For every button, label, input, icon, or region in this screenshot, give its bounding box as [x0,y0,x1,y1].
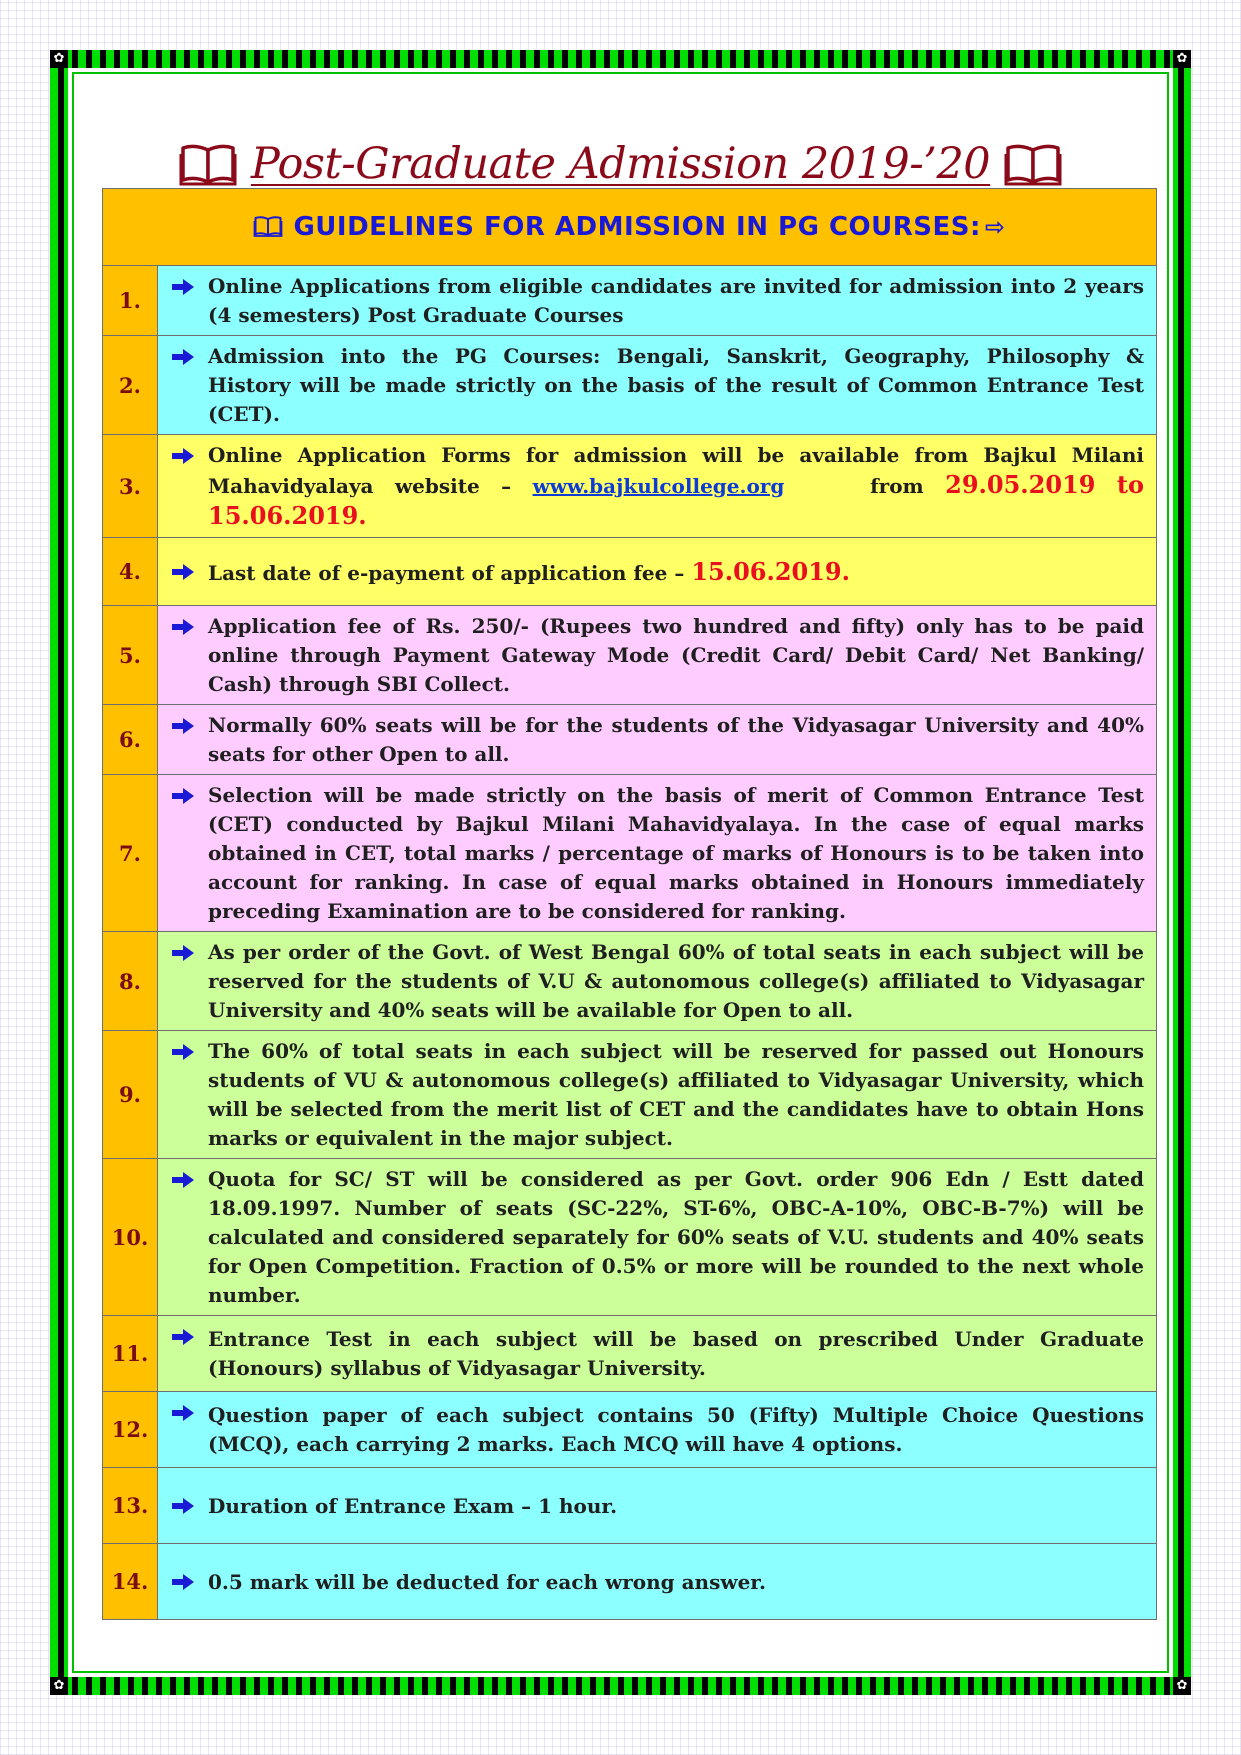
guideline-text-part: Online Application Forms for admission will be available from Bajkul Milani Mahavidyalaya website – [208,443,1144,498]
book-icon [1004,142,1062,186]
table-row [103,606,1157,705]
table-row [103,1159,1157,1316]
table-row [103,336,1157,435]
table-row [103,1468,1157,1544]
flower-ornament-icon: ✿ [50,50,68,68]
guideline-text: Online Applications from eligible candidates are invited for admission into 2 years (4 semesters) Post Graduate Courses [208,274,1144,327]
guidelines-header [103,189,1157,266]
flower-ornament-icon: ✿ [1173,50,1191,68]
table-row [103,266,1157,336]
right-arrow-icon [171,1404,195,1422]
row-text-cell [158,1031,1157,1159]
row-number: 10. [103,1159,158,1316]
guideline-text: Question paper of each subject contains 50 (Fifty) Multiple Choice Questions (MCQ), each carrying 2 marks. Each MCQ will have 4 options. [208,1403,1144,1456]
row-text-cell [158,336,1157,435]
guidelines-table [102,188,1157,1620]
flower-ornament-icon: ✿ [50,1677,68,1695]
guideline-text: 0.5 mark will be deducted for each wrong answer. [208,1569,766,1594]
flower-ornament-icon: ✿ [1173,1677,1191,1695]
row-text-cell [158,538,1157,606]
row-number: 6. [103,705,158,775]
right-arrow-icon [171,348,195,366]
row-text-cell [158,1544,1157,1620]
right-arrow-icon [171,1043,195,1061]
book-icon [179,142,237,186]
guideline-text: Entrance Test in each subject will be based on prescribed Under Graduate (Honours) syllabus of Vidyasagar University. [208,1327,1144,1380]
table-row [103,1316,1157,1392]
guideline-text: Quota for SC/ ST will be considered as per Govt. order 906 Edn / Estt dated 18.09.1997. Number of seats (SC-22%, ST-6%, OBC-A-10%, OBC-B-7%) will be calculated and considered separately for 60% seats of V.U. students and 40% seats for Open Competition. Fraction of 0.5% or more will be rounded to the next whole number. [208,1167,1144,1307]
row-number: 14. [103,1544,158,1620]
row-text-cell [158,1468,1157,1544]
right-arrow-icon [171,278,195,296]
guideline-text: Admission into the PG Courses: Bengali, Sanskrit, Geography, Philosophy & History will be made strictly on the basis of the result of Common Entrance Test (CET). [208,344,1144,426]
guideline-text-part: to [1116,470,1144,499]
row-text-cell [158,1159,1157,1316]
end-date: 15.06.2019. [208,501,367,530]
row-text-cell [158,266,1157,336]
row-text-cell [158,705,1157,775]
row-number: 1. [103,266,158,336]
right-arrow-icon [171,1171,195,1189]
row-number: 8. [103,932,158,1031]
guideline-text: Application fee of Rs. 250/- (Rupees two hundred and fifty) only has to be paid online through Payment Gateway Mode (Credit Card/ Debit Card/ Net Banking/ Cash) through SBI Collect. [208,614,1144,696]
page-title: Post-Graduate Admission 2019-’20 [250,139,991,189]
guideline-text-part: from [870,474,924,498]
guideline-text: Normally 60% seats will be for the students of the Vidyasagar University and 40% seats for other Open to all. [208,713,1144,766]
row-text-cell [158,932,1157,1031]
row-number: 7. [103,775,158,932]
book-icon [253,215,283,237]
right-arrow-icon [171,1573,195,1591]
row-number: 5. [103,606,158,705]
row-number: 4. [103,538,158,606]
guideline-text [208,441,1144,532]
table-row [103,435,1157,538]
guideline-text: Selection will be made strictly on the basis of merit of Common Entrance Test (CET) conducted by Bajkul Milani Mahavidyalaya. In the case of equal marks obtained in CET, total marks / percentage of marks of Honours is to be taken into account for ranking. In case of equal marks obtained in Honours immediately preceding Examination are to be considered for ranking. [208,783,1144,923]
row-text-cell [158,435,1157,538]
row-text-cell [158,606,1157,705]
college-website-link[interactable]: www.bajkulcollege.org [532,474,785,498]
guideline-text: As per order of the Govt. of West Bengal 60% of total seats in each subject will be reserved for the students of V.U & autonomous college(s) affiliated to Vidyasagar University and 40% seats will be available for Open to all. [208,940,1144,1022]
right-arrow-icon [171,618,195,636]
table-header-row [103,189,1157,266]
right-arrow-icon [171,717,195,735]
row-number: 3. [103,435,158,538]
guidelines-header-label: GUIDELINES FOR ADMISSION IN PG COURSES: [293,212,981,242]
right-arrow-icon [171,563,195,581]
guideline-text: Duration of Entrance Exam – 1 hour. [208,1493,618,1518]
table-row [103,1031,1157,1159]
right-arrow-icon [171,1328,195,1346]
row-number: 13. [103,1468,158,1544]
guideline-text-part: Last date of e-payment of application fee – [208,560,685,585]
right-arrow-icon [171,447,195,465]
guideline-text: The 60% of total seats in each subject will be reserved for passed out Honours students of VU & autonomous college(s) affiliated to Vidyasagar University, which will be selected from the merit list of CET and the candidates have to obtain Hons marks or equivalent in the major subject. [208,1039,1144,1150]
table-row [103,932,1157,1031]
row-number: 2. [103,336,158,435]
row-number: 12. [103,1392,158,1468]
right-arrow-icon [171,1497,195,1515]
table-row [103,1544,1157,1620]
table-row [103,775,1157,932]
row-text-cell [158,1392,1157,1468]
guideline-text [208,557,1144,588]
right-arrow-outline-icon: ⇨ [984,213,1006,241]
page-border [50,50,1191,1695]
table-row [103,1392,1157,1468]
row-text-cell [158,775,1157,932]
row-text-cell [158,1316,1157,1392]
right-arrow-icon [171,944,195,962]
table-row [103,538,1157,606]
right-arrow-icon [171,787,195,805]
row-number: 11. [103,1316,158,1392]
start-date: 29.05.2019 [945,470,1096,499]
fee-deadline-date: 15.06.2019. [691,556,850,586]
row-number: 9. [103,1031,158,1159]
table-row [103,705,1157,775]
